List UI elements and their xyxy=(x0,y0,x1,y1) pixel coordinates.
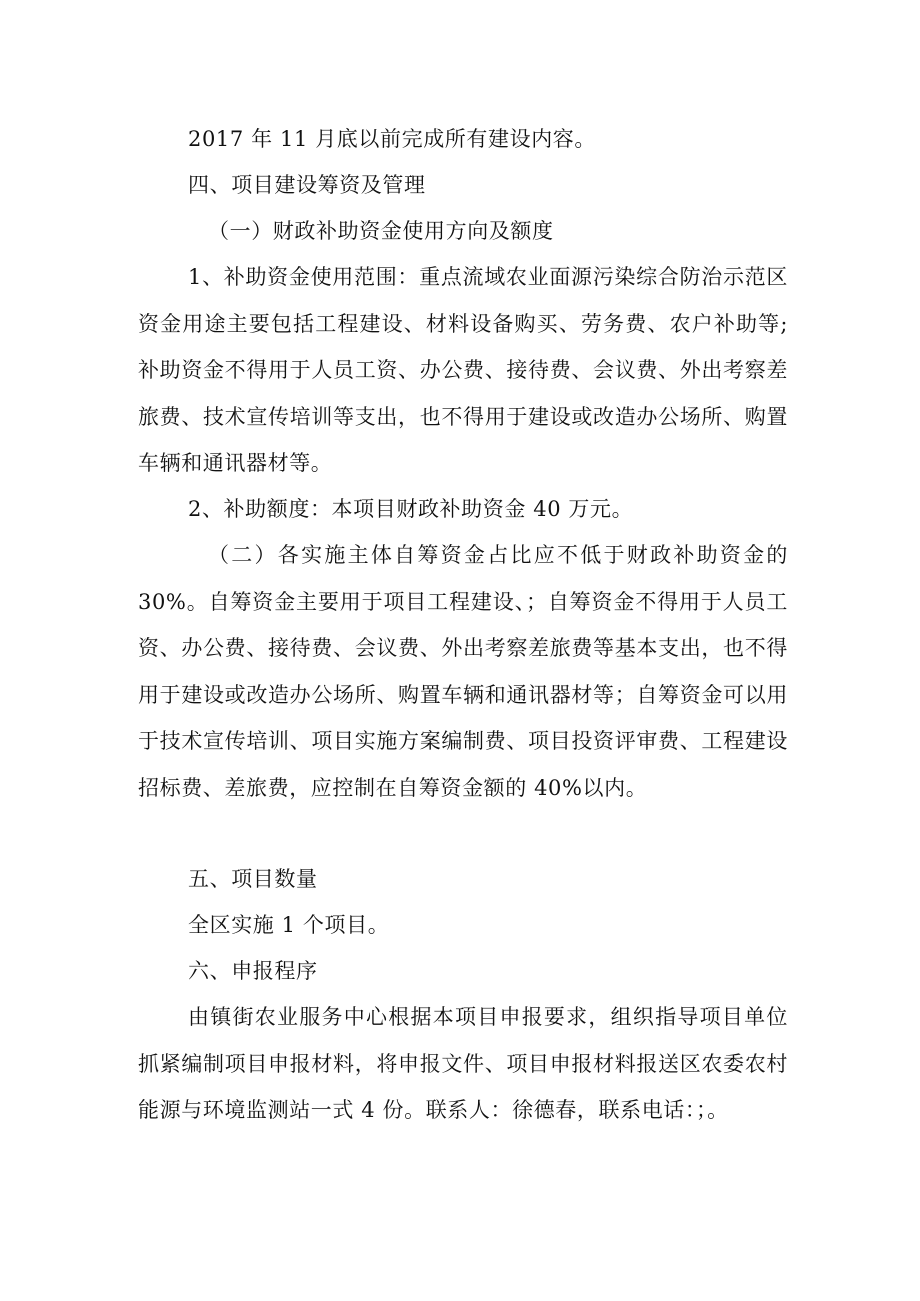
paragraph-subsidy-scope: 1、补助资金使用范围：重点流域农业面源污染综合防治示范区资金用途主要包括工程建设、材料设备购买、劳务费、农户补助等; 补助资金不得用于人员工资、办公费、接待费、会议费、外出考察差旅费、技术宣传培训等支出，也不得用于建设或改造办公场所、购置车辆和通讯器材等。 xyxy=(138,265,788,475)
paragraph-project-count: 全区实施 1 个项目。 xyxy=(188,913,390,937)
paragraph-subsidy-amount: 2、补助额度：本项目财政补助资金 40 万元。 xyxy=(188,497,634,521)
paragraph-application-procedure: 由镇街农业服务中心根据本项目申报要求，组织指导项目单位抓紧编制项目申报材料，将申报文件、项目申报材料报送区农委农村能源与环境监测站一式 4 份。联系人：徐德春，联系电话：；。 xyxy=(138,1005,788,1122)
paragraph-self-raised-funds: （二）各实施主体自筹资金占比应不低于财政补助资金的 30%。自筹资金主要用于项目工程建设、；自筹资金不得用于人员工资、办公费、接待费、会议费、外出考察差旅费等基本支出，也不得用于建设或改造办公场所、购置车辆和通讯器材等；自筹资金可以用于技术宣传培训、项目实施方案编制费、项目投资评审费、工程建设招标费、差旅费，应控制在自筹资金额的 40%以内。 xyxy=(138,543,788,800)
heading-section-five: 五、项目数量 xyxy=(188,867,318,891)
heading-section-six: 六、申报程序 xyxy=(188,959,318,983)
heading-section-four: 四、项目建设筹资及管理 xyxy=(188,173,426,197)
heading-subsection-one: （一）财政补助资金使用方向及额度 xyxy=(208,219,554,243)
paragraph-completion-deadline: 2017 年 11 月底以前完成所有建设内容。 xyxy=(188,127,596,151)
